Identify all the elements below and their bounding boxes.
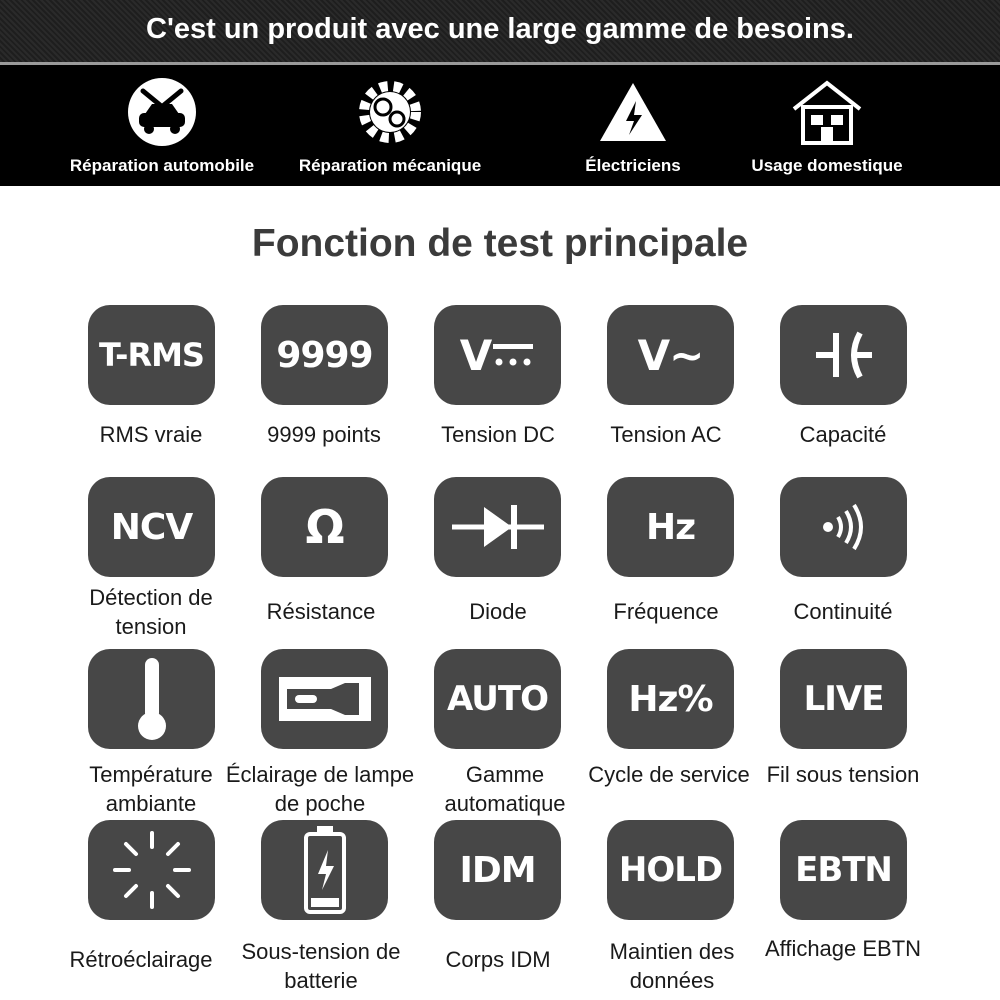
feature-caption: Continuité: [793, 599, 893, 624]
diode-icon: [450, 499, 546, 555]
feature-tile-live-wire: LIVE: [780, 649, 907, 749]
feature-tile-hold: HOLD: [607, 820, 734, 920]
feature-caption: Cycle de service: [588, 762, 750, 787]
use-case-label: Usage domestique: [751, 156, 903, 175]
continuity-icon: [814, 499, 874, 555]
battery-icon: [300, 824, 350, 916]
feature-tile-ebtn: EBTN: [780, 820, 907, 920]
backlight-icon: [107, 825, 197, 915]
feature-tile-battery: [261, 820, 388, 920]
feature-caption: RMS vraie: [99, 422, 203, 447]
feature-caption: Fréquence: [613, 599, 719, 624]
flashlight-icon: [275, 671, 375, 727]
use-case-label: Électriciens: [585, 156, 681, 175]
feature-tile-9999: 9999: [261, 305, 388, 405]
feature-caption: Rétroéclairage: [69, 947, 213, 972]
house-icon: [717, 77, 937, 147]
feature-tile-frequency: Hz: [607, 477, 734, 577]
feature-caption: Affichage EBTN: [764, 936, 922, 961]
feature-caption: Résistance: [266, 599, 376, 624]
header-banner: [0, 0, 1000, 62]
feature-caption: Détection de tension: [89, 585, 213, 639]
section-title: Fonction de test principale: [251, 222, 749, 265]
use-cases-bar: [0, 65, 1000, 186]
feature-tile-temperature: [88, 649, 215, 749]
feature-tile-trms: T-RMS: [88, 305, 215, 405]
feature-caption: Température ambiante: [89, 762, 213, 816]
feature-caption: Tension AC: [610, 422, 722, 447]
use-case-electricians: [523, 65, 743, 186]
feature-tile-resistance: Ω: [261, 477, 388, 577]
feature-tile-backlight: [88, 820, 215, 920]
feature-caption: 9999 points: [267, 422, 381, 447]
feature-tile-continuity: [780, 477, 907, 577]
headline: C'est un produit avec une large gamme de besoins.: [146, 13, 854, 45]
use-case-household: [717, 65, 937, 186]
capacitor-icon: [812, 327, 876, 383]
feature-caption: Gamme automatique: [444, 762, 566, 816]
use-case-car-repair: [52, 65, 272, 186]
feature-tile-flashlight: [261, 649, 388, 749]
feature-caption: Corps IDM: [445, 947, 551, 972]
use-case-mechanical: [280, 65, 500, 186]
car-repair-icon: [52, 77, 272, 147]
feature-caption: Sous-tension de batterie: [241, 939, 401, 993]
use-case-label: Réparation mécanique: [298, 156, 482, 175]
feature-tile-capacitance: [780, 305, 907, 405]
dc-symbol-icon: [491, 340, 535, 370]
feature-tile-ac-voltage: V~: [607, 305, 734, 405]
feature-tile-dc-voltage: V: [434, 305, 561, 405]
feature-tile-ncv: NCV: [88, 477, 215, 577]
feature-tile-idm: IDM: [434, 820, 561, 920]
use-case-label: Réparation automobile: [69, 156, 255, 175]
thermometer-icon: [132, 654, 172, 744]
feature-caption: Fil sous tension: [766, 762, 920, 787]
feature-caption: Diode: [469, 599, 527, 624]
feature-tile-auto-range: AUTO: [434, 649, 561, 749]
gears-icon: [280, 77, 500, 147]
feature-caption: Capacité: [799, 422, 887, 447]
feature-tile-diode: [434, 477, 561, 577]
feature-caption: Maintien des données: [609, 939, 735, 993]
high-voltage-icon: [523, 77, 743, 147]
feature-caption: Tension DC: [441, 422, 555, 447]
feature-tile-duty-cycle: Hz%: [607, 649, 734, 749]
feature-caption: Éclairage de lampe de poche: [225, 762, 415, 816]
